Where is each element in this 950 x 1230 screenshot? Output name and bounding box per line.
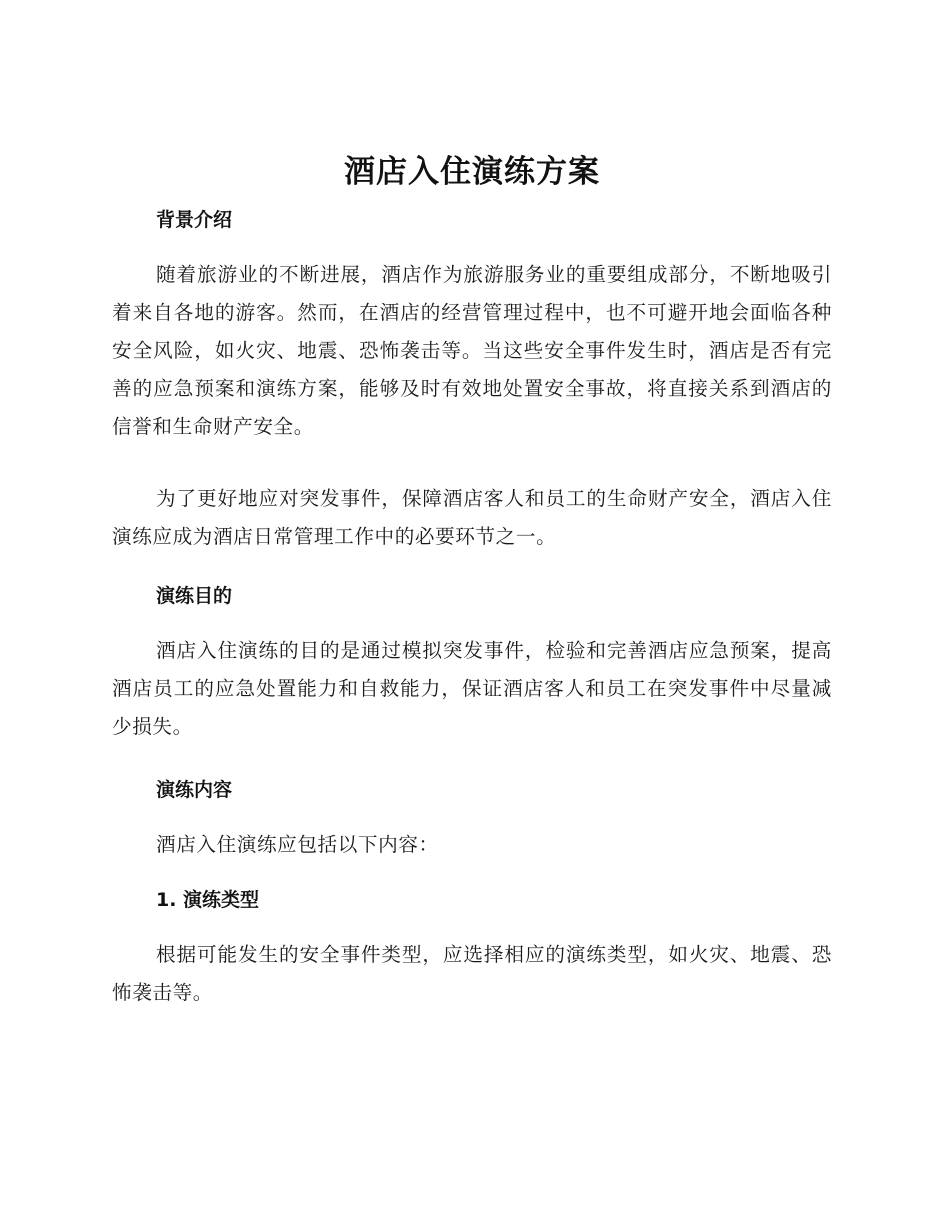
- section-heading-purpose: 演练目的: [156, 585, 233, 607]
- paragraph-background-1: 随着旅游业的不断进展，酒店作为旅游服务业的重要组成部分，不断地吸引着来自各地的游客。然而，在酒店的经营管理过程中，也不可避开地会面临各种安全风险，如火灾、地震、恐怖袭击等。当这些安全事件发生时，酒店是否有完善的应急预案和演练方案，能够及时有效地处置安全事故，将直接关系到酒店的信誉和生命财产安全。: [112, 263, 832, 438]
- section-heading-background: 背景介绍: [156, 209, 233, 231]
- document-title: 酒店入住演练方案: [344, 154, 600, 190]
- paragraph-purpose: 酒店入住演练的目的是通过模拟突发事件，检验和完善酒店应急预案，提高酒店员工的应急处置能力和自救能力，保证酒店客人和员工在突发事件中尽量减少损失。: [112, 639, 832, 738]
- paragraph-background-2: 为了更好地应对突发事件，保障酒店客人和员工的生命财产安全，酒店入住演练应成为酒店日常管理工作中的必要环节之一。: [112, 487, 832, 548]
- subsection-heading-drill-type: 1. 演练类型: [156, 889, 260, 911]
- paragraph-content-intro: 酒店入住演练应包括以下内容：: [156, 833, 439, 856]
- section-heading-content: 演练内容: [156, 779, 233, 801]
- paragraph-drill-type: 根据可能发生的安全事件类型，应选择相应的演练类型，如火灾、地震、恐怖袭击等。: [112, 943, 832, 1004]
